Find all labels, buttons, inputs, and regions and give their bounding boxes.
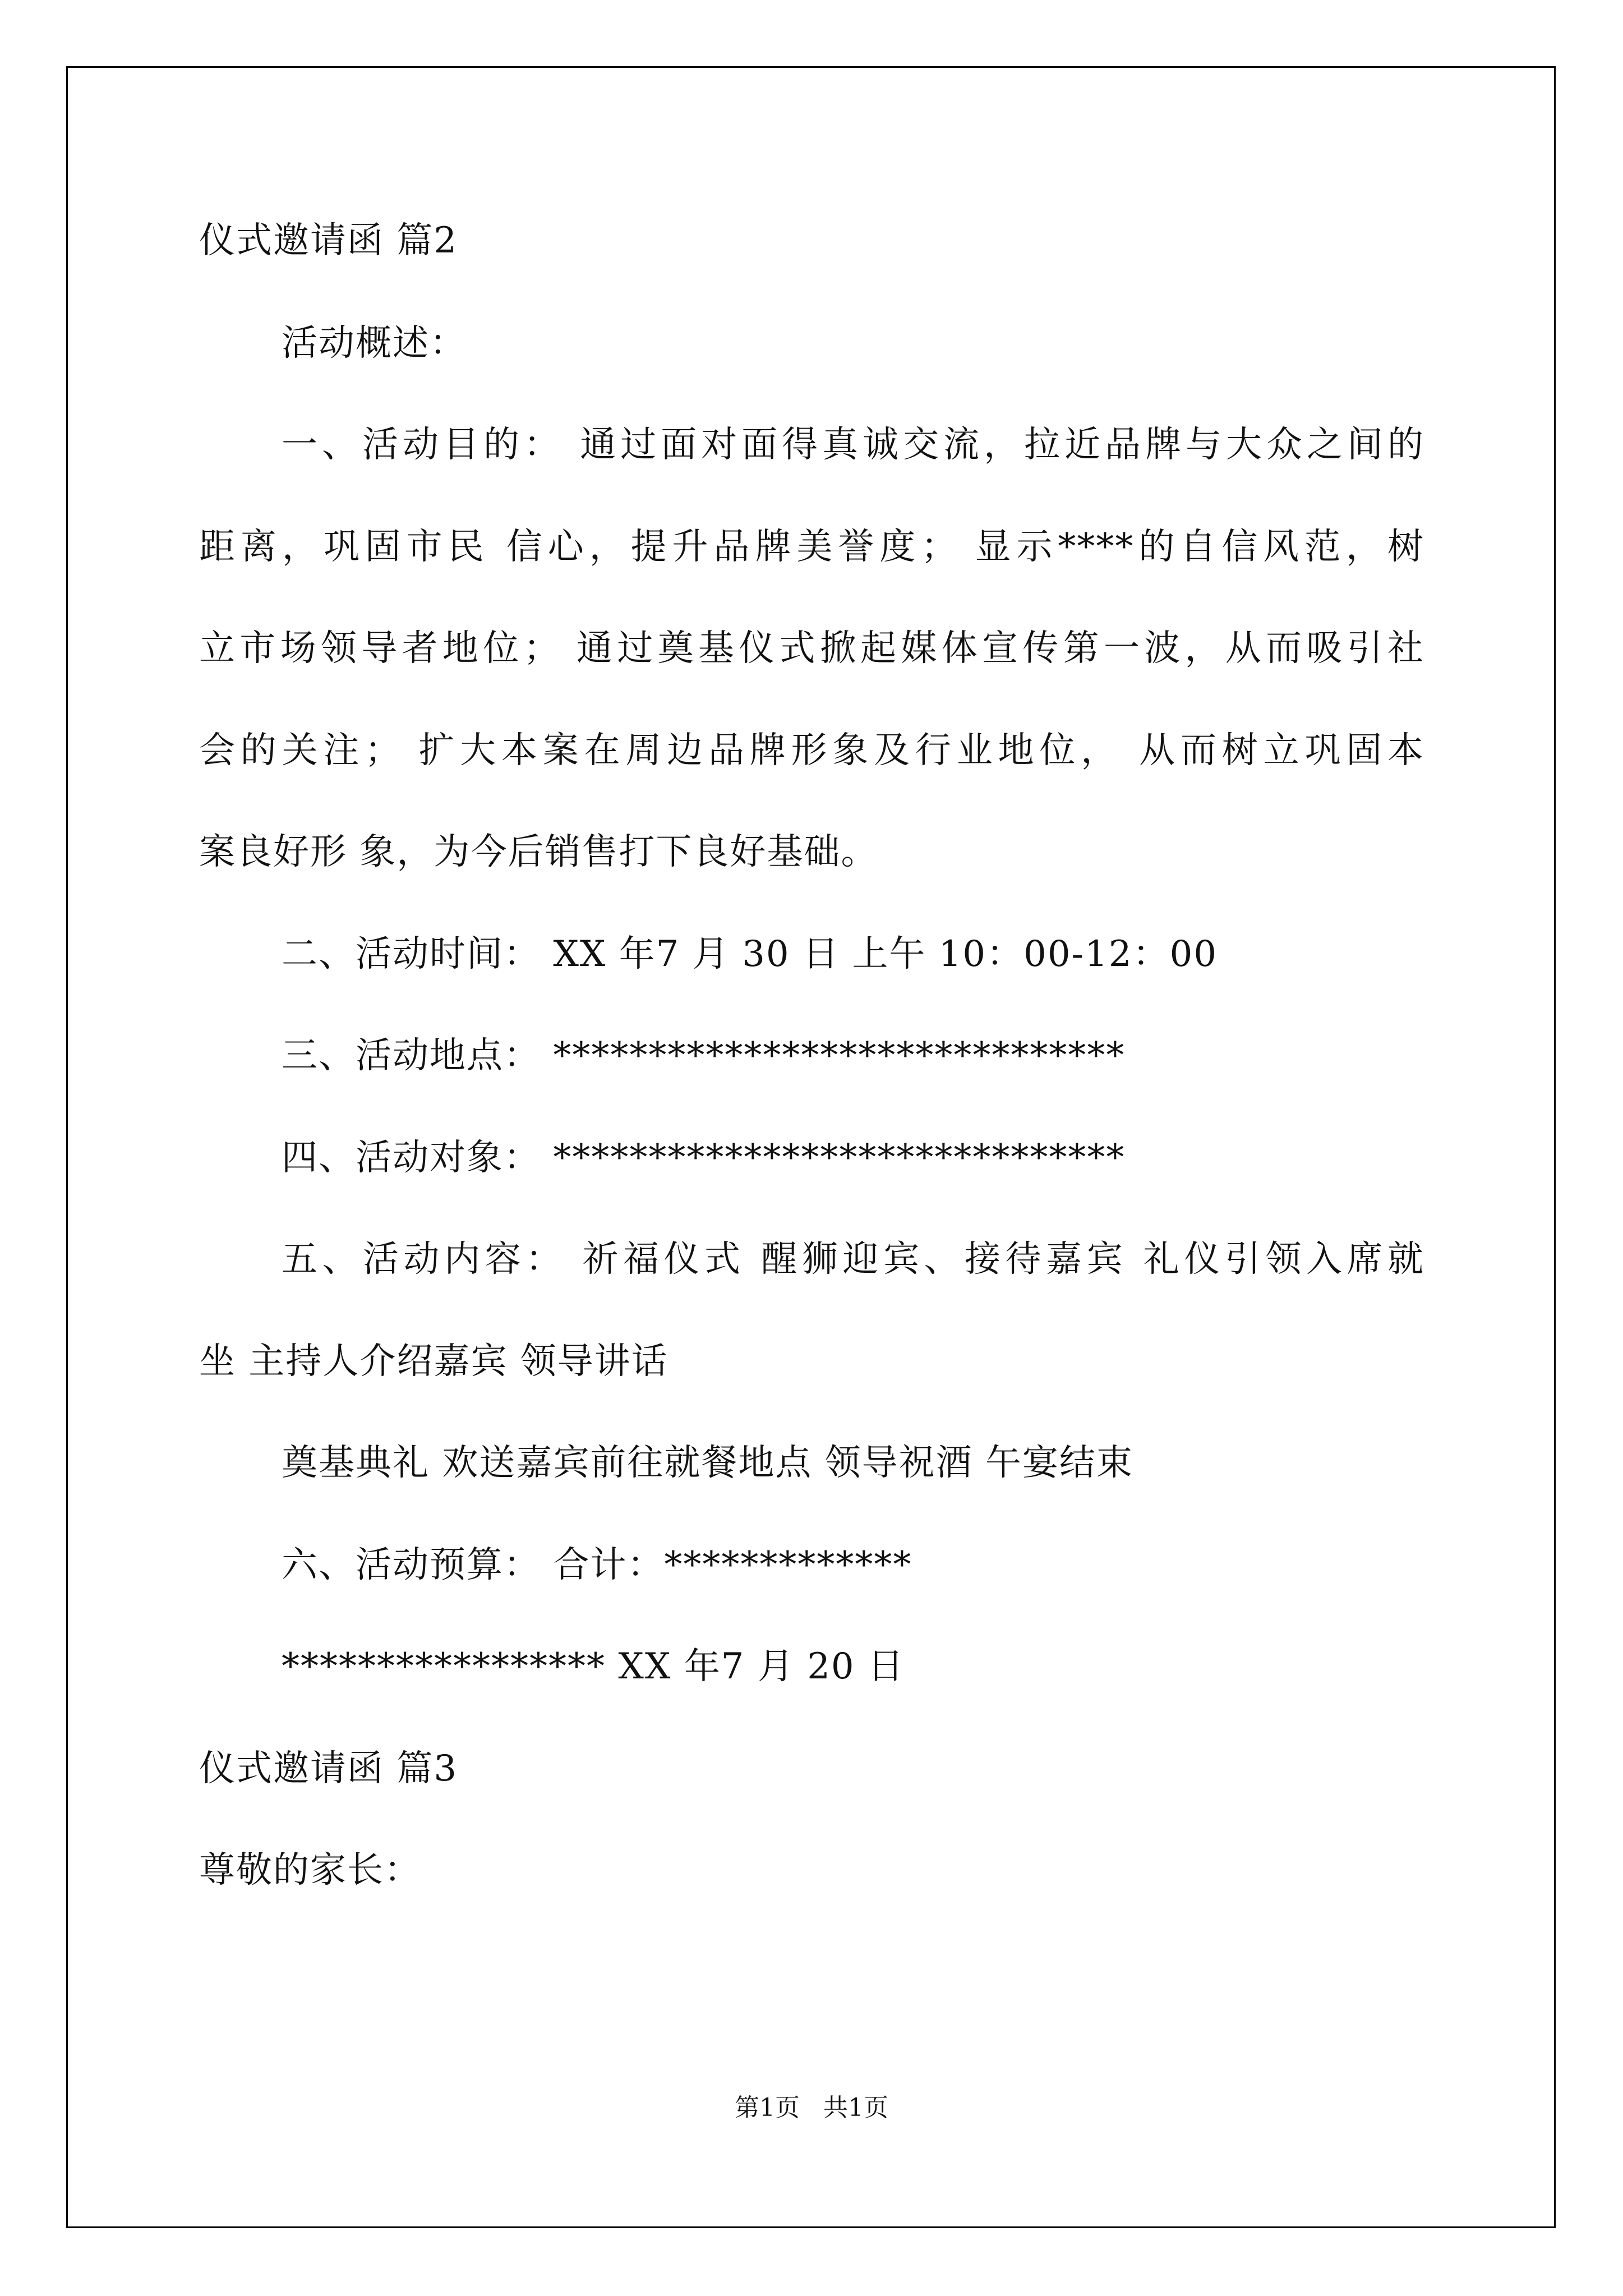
section-2-heading: 仪式邀请函 篇2 (199, 220, 458, 261)
purpose-line-2: 距离，巩固市民 信心，提升品牌美誉度； 显示****的自信风范，树 (199, 526, 1424, 568)
activity-budget: 六、活动预算： 合计：************* (282, 1544, 912, 1586)
purpose-line-3: 立市场领导者地位； 通过奠基仪式掀起媒体宣传第一波，从而吸引社 (199, 628, 1424, 669)
salutation: 尊敬的家长： (199, 1849, 421, 1891)
page-footer: 第1页 共1页 (735, 2093, 888, 2122)
activity-audience: 四、活动对象： ****************************** (282, 1137, 1126, 1179)
purpose-line-5: 案良好形 象，为今后销售打下良好基础。 (199, 831, 878, 873)
activity-location: 三、活动地点： ****************************** (282, 1035, 1126, 1076)
section-3-heading: 仪式邀请函 篇3 (199, 1748, 458, 1789)
purpose-line-4: 会的关注； 扩大本案在周边品牌形象及行业地位， 从而树立巩固本 (199, 730, 1424, 771)
content-line-2: 坐 主持人介绍嘉宾 领导讲话 (199, 1341, 668, 1382)
signature-date: ***************** XX 年7 月 20 日 (282, 1646, 905, 1687)
activity-time: 二、活动时间： XX 年7 月 30 日 上午 10：00-12：00 (282, 933, 1218, 975)
overview-label: 活动概述： (282, 323, 467, 364)
content-line-1: 五、活动内容： 祈福仪式 醒狮迎宾、接待嘉宾 礼仪引领入席就 (282, 1239, 1424, 1280)
purpose-line-1: 一、活动目的： 通过面对面得真诚交流，拉近品牌与大众之间的 (282, 424, 1424, 466)
content-line-3: 奠基典礼 欢送嘉宾前往就餐地点 领导祝酒 午宴结束 (282, 1442, 1134, 1484)
